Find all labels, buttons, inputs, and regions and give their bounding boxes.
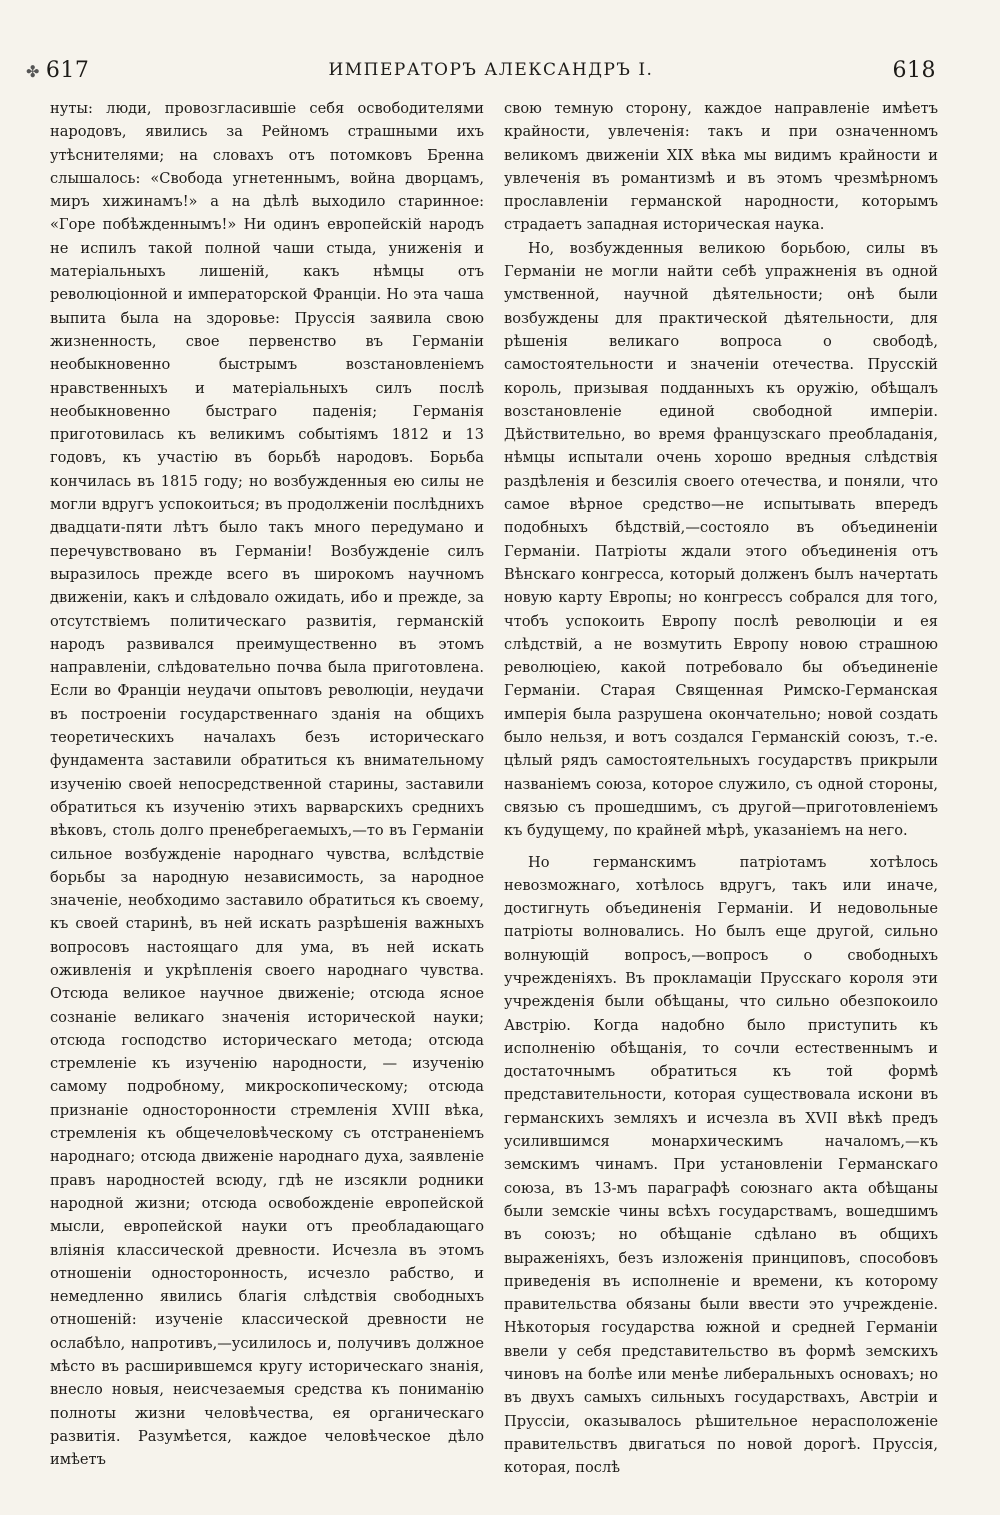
- paragraph: нуты: люди, провозгласившіе себя освободителями народовъ, явились за Рейномъ страшными ихъ утѣснителями; на словахъ отъ потомковъ Бренна слышалось: «Свобода угнетеннымъ, война дворцамъ, миръ хижинамъ!» а на дѣлѣ выходило старинное: «Горе побѣжденнымъ!» Ни одинъ европейскій народъ не испилъ такой полной чаши стыда, униженія и матеріальныхъ лишеній, какъ нѣмцы отъ революціонной и императорской Франціи. Но эта чаша выпита была на здоровье: Пруссія заявила свою жизненность, свое первенство въ Германіи необыкновенно быстрымъ возстановленіемъ нравственныхъ и матеріальныхъ силъ послѣ необыкновенно быстраго паденія; Германія приготовилась къ великимъ событіямъ 1812 и 13 годовъ, къ участію въ борьбѣ народовъ. Борьба кончилась въ 1815 году; но возбужденныя ею силы не могли вдругъ успокоиться; въ продолженіи послѣднихъ двадцати-пяти лѣтъ было такъ много передумано и перечувствовано въ Германіи! Возбужденіе силъ выразилось прежде всего въ широкомъ научномъ движеніи, какъ и слѣдовало ожидать, ибо и прежде, за отсутствіемъ политическаго развитія, германскій народъ развивался преимущественно въ этомъ направленіи, слѣдовательно почва была приготовлена. Если во Франціи неудачи опытовъ революціи, неудачи въ построеніи государственнаго зданія на общихъ теоретическихъ началахъ безъ историческаго фундамента заставили обратиться къ внимательному изученію своей непосредственной старины, заставили обратиться къ изученію этихъ варварскихъ среднихъ вѣковъ, столь долго пренебрегаемыхъ,—то въ Германіи сильное возбужденіе народнаго чувства, вслѣдствіе борьбы за народную независимость, за народное значеніе, необходимо заставило обратиться къ своему, къ своей старинѣ, въ ней искать разрѣшенія важныхъ вопросовъ настоящаго для ума, въ ней искать оживленія и укрѣпленія своего народнаго чувства. Отсюда великое научное движеніе; отсюда ясное сознаніе великаго значенія исторической науки; отсюда господство историческаго метода; отсюда стремленіе къ изученію народности, — изученію самому подробному, микроскопическому; отсюда признаніе односторонности стремленія XVIII вѣка, стремленія къ общечеловѣческому съ отстраненіемъ народнаго; отсюда движеніе народнаго духа, заявленіе правъ народностей всюду, гдѣ не изсякли родники народной жизни; отсюда освобожденіе европейской мысли, европейской науки отъ преобладающаго вліянія классической древности. Исчезла въ этомъ отношеніи односторонность, исчезло рабство, и немедленно явились благія слѣдствія свободныхъ отношеній: изученіе классической древности не ослабѣло, напротивъ,—усилилось и, получивъ должное мѣсто въ расширившемся кругу историческаго знанія, внесло новыя, неисчезаемыя средства къ пониманію полноты жизни человѣчества, ея органическаго развитія. Разумѣется, каждое человѣческое дѣло имѣетъ: [50, 100, 484, 1469]
- left-page-number: [26, 58, 89, 83]
- paragraph: Но, возбужденныя великою борьбою, силы въ Германіи не могли найти себѣ упражненія въ одной умственной, научной дѣятельности; онѣ были возбуждены для практической дѣятельности, для рѣшенія великаго вопроса о свободѣ, самостоятельности и значеніи отечества. Прусскій король, призывая подданныхъ къ оружію, обѣщалъ возстановленіе единой свободной имперіи. Дѣйствительно, во время французскаго преобладанія, нѣмцы испытали очень хорошо вредныя слѣдствія раздѣленія и безсилія своего отечества, и поняли, что самое вѣрное средство—не испытывать впередъ подобныхъ бѣдствій,—состояло въ объединеніи Германіи. Патріоты ждали этого объединенія отъ Вѣнскаго конгресса, который долженъ былъ начертать новую карту Европы; но конгрессъ собрался для того, чтобъ успокоить Европу послѣ революціи и ея слѣдствій, а не возмутить Европу новою страшною революціею, какой потребовало бы объединеніе Германіи. Старая Священная Римско-Германская имперія была разрушена окончательно; новой создать было нельзя, и вотъ создался Германскій союзъ, т.-е. цѣлый рядъ самостоятельныхъ государствъ прикрыли названіемъ союза, которое служило, съ одной стороны, связью съ прошедшимъ, съ другой—приготовленіемъ къ будущему, по крайней мѣрѣ, указаніемъ на него.: [504, 239, 938, 840]
- page-header: [26, 52, 936, 88]
- left-page-number-text: 617: [45, 57, 90, 83]
- paragraph: Но германскимъ патріотамъ хотѣлось невозможнаго, хотѣлось вдругъ, такъ или иначе, достигнуть объединенія Германіи. И недовольные патріоты волновались. Но былъ еще другой, сильно волнующій вопросъ,—вопросъ о свободныхъ учрежденіяхъ. Въ прокламаціи Прусскаго короля эти учрежденія были обѣщаны, что сильно обезпокоило Австрію. Когда надобно было приступить къ исполненію обѣщанія, то сочли естественнымъ и достаточнымъ обратиться къ той формѣ представительности, которая существовала искони въ германскихъ земляхъ и исчезла въ XVII вѣкѣ предъ усилившимся монархическимъ началомъ,—къ земскимъ чинамъ. При установленіи Германскаго союза, въ 13-мъ параграфѣ союзнаго акта обѣщаны были земскіе чины всѣхъ государствамъ, вошедшимъ въ союзъ; но обѣщаніе сдѣлано въ общихъ выраженіяхъ, безъ изложенія принциповъ, способовъ приведенія въ исполненіе и времени, къ которому правительства обязаны были ввести это учрежденіе. Нѣкоторыя государства южной и средней Германіи ввели у себя представительство въ формѣ земскихъ чиновъ на болѣе или менѣе либеральныхъ основахъ; но въ двухъ самыхъ сильныхъ государствахъ, Австріи и Пруссіи, оказывалось рѣшительное нерасположеніе правительствъ двигаться по новой дорогѣ. Пруссія, которая, послѣ: [504, 853, 938, 1477]
- ornament-icon: ✤: [26, 61, 40, 81]
- right-page-number: 618: [892, 57, 936, 83]
- paragraph: свою темную сторону, каждое направленіе имѣетъ крайности, увлеченія: такъ и при означенномъ великомъ движеніи XIX вѣка мы видимъ крайности и увлеченія въ романтизмѣ и въ этомъ чрезмѣрномъ прославленіи германской народности, которымъ страдаетъ западная историческая наука.: [504, 100, 938, 234]
- running-title: ИМПЕРАТОРЪ АЛЕКСАНДРЪ I.: [328, 60, 654, 80]
- right-column: [504, 97, 938, 1480]
- left-column: [50, 97, 484, 1472]
